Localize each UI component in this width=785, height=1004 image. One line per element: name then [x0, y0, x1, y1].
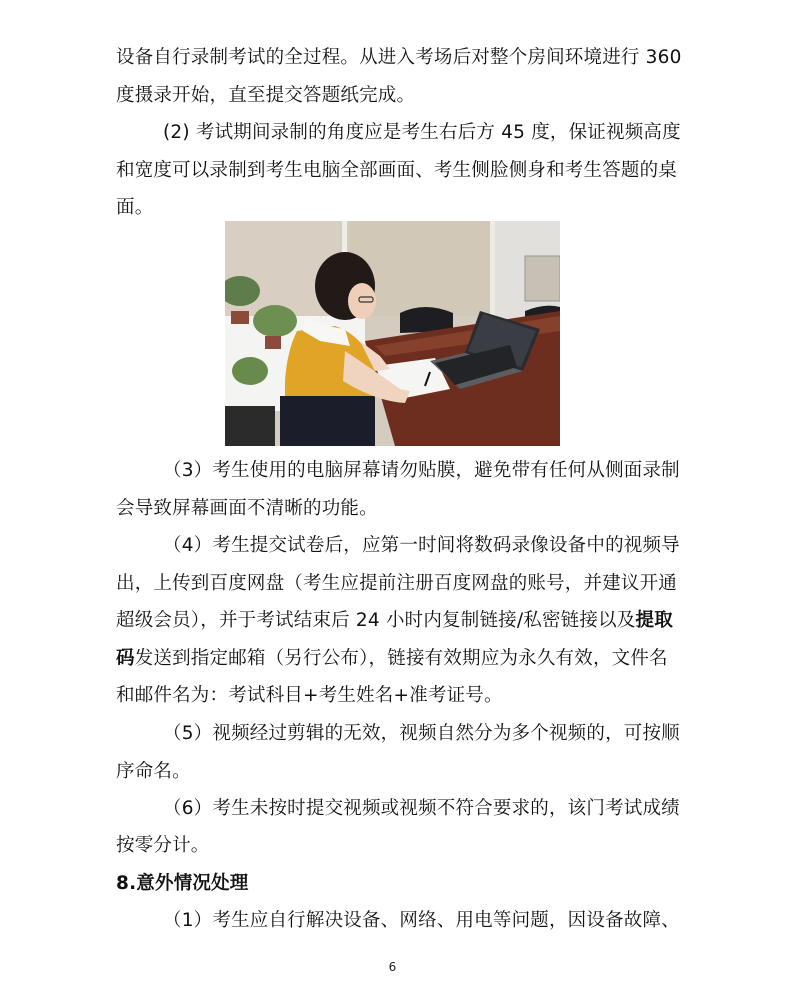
paragraph-line: 和邮件名为：考试科目+考生姓名+准考证号。 [116, 685, 503, 706]
paragraph-text: 超级会员），并于考试结束后 24 小时内复制链接/私密链接以及 [116, 610, 636, 631]
paragraph-line: （5）视频经过剪辑的无效，视频自然分为多个视频的，可按顺 [163, 723, 680, 744]
paragraph-line [116, 647, 668, 671]
paragraph-line: 设备自行录制考试的全过程。从进入考场后对整个房间环境进行 360 [116, 47, 682, 68]
section-heading: 8.意外情况处理 [116, 873, 249, 894]
paragraph-line: （3）考生使用的电脑屏幕请勿贴膜，避免带有任何从侧面录制 [163, 460, 680, 481]
paragraph-line: 出，上传到百度网盘（考生应提前注册百度网盘的账号，并建议开通 [116, 573, 678, 594]
paragraph-text: 发送到指定邮箱（另行公布），链接有效期应为永久有效，文件名 [134, 648, 668, 669]
paragraph-line: 度摄录开始，直至提交答题纸完成。 [116, 85, 416, 106]
paragraph-line [116, 609, 673, 633]
paragraph-line: 会导致屏幕画面不清晰的功能。 [116, 498, 378, 519]
bold-text-extraction-code: 码 [116, 648, 135, 669]
page-number: 6 [388, 960, 397, 974]
paragraph-line: (2) 考试期间录制的角度应是考生右后方 45 度，保证视频高度 [163, 122, 681, 143]
bold-text-extraction-code: 提取 [635, 610, 673, 631]
paragraph-line: （4）考生提交试卷后，应第一时间将数码录像设备中的视频导 [163, 535, 680, 556]
paragraph-line: 和宽度可以录制到考生电脑全部画面、考生侧脸侧身和考生答题的桌 [116, 160, 678, 181]
paragraph-line: 序命名。 [116, 761, 191, 782]
paragraph-line: （6）考生未按时提交视频或视频不符合要求的，该门考试成绩 [163, 798, 680, 819]
paragraph-line: （1）考生应自行解决设备、网络、用电等问题，因设备故障、 [163, 910, 680, 931]
paragraph-line: 按零分计。 [116, 835, 210, 856]
paragraph-line: 面。 [116, 197, 154, 218]
exam-recording-photo [225, 221, 560, 446]
